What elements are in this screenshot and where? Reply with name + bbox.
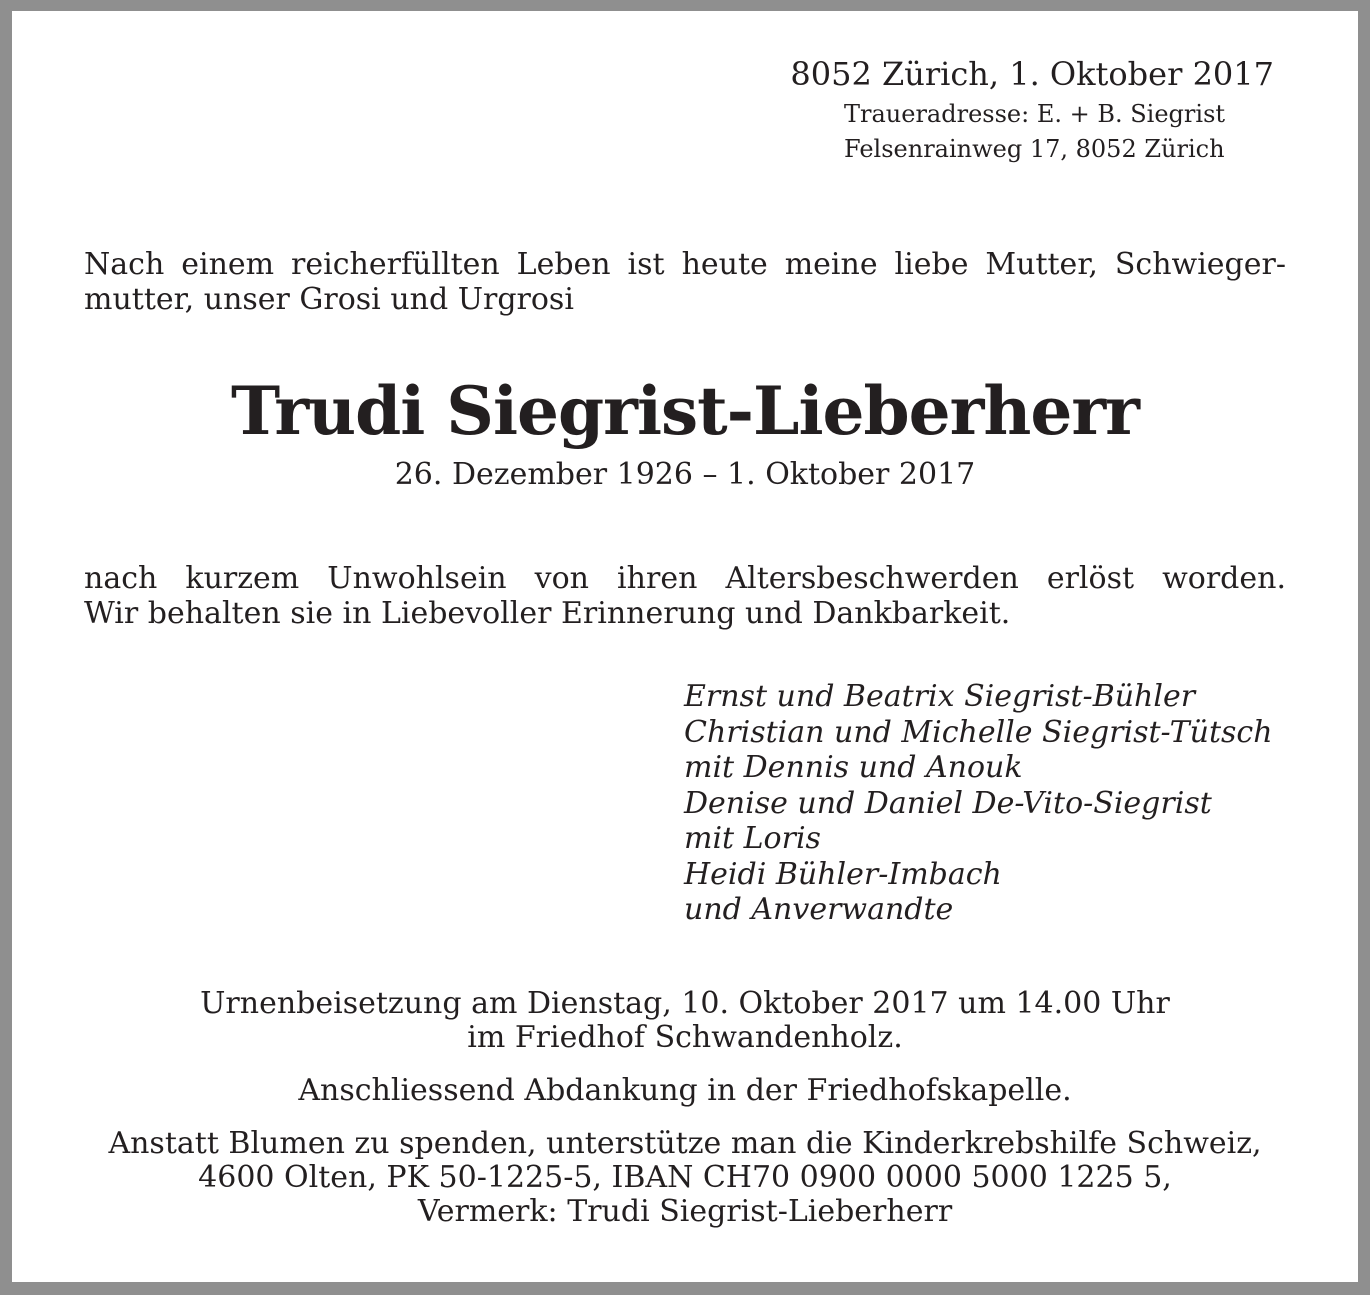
deceased-name: Trudi Siegrist-Lieberherr: [231, 372, 1139, 450]
life-dates: 26. Dezember 1926 – 1. Oktober 2017: [394, 457, 976, 492]
mourner-line: Denise und Daniel De-Vito-Siegrist: [684, 785, 1212, 821]
donation-line-1: Anstatt Blumen zu spenden, unterstütze man die Kinderkrebshilfe Schweiz,: [108, 1126, 1262, 1161]
intro-line-2: mutter, unser Grosi und Urgrosi: [84, 282, 574, 317]
mourning-address-line-2: Felsenrainweg 17, 8052 Zürich: [844, 135, 1225, 163]
mourner-line: Heidi Bühler-Imbach: [684, 856, 1002, 892]
place-date: 8052 Zürich, 1. Oktober 2017: [790, 55, 1274, 93]
ceremony-line-3: Anschliessend Abdankung in der Friedhofskapelle.: [298, 1073, 1072, 1108]
mourner-line: mit Loris: [684, 821, 821, 856]
mourning-address-line-1: Traueradresse: E. + B. Siegrist: [844, 100, 1226, 128]
ceremony-line-2: im Friedhof Schwandenholz.: [467, 1020, 903, 1055]
obituary-notice: [12, 11, 1358, 1282]
ceremony-line-1: Urnenbeisetzung am Dienstag, 10. Oktober 2017 um 14.00 Uhr: [200, 986, 1170, 1021]
mourner-line: Christian und Michelle Siegrist-Tütsch: [684, 714, 1273, 750]
donation-line-3: Vermerk: Trudi Siegrist-Lieberherr: [417, 1194, 953, 1229]
message-line-1: nach kurzem Unwohlsein von ihren Altersbeschwerden erlöst worden.: [84, 561, 1286, 596]
mourner-line: Ernst und Beatrix Siegrist-Bühler: [684, 679, 1196, 714]
mourners-list: [684, 679, 1273, 928]
mourner-line: mit Dennis und Anouk: [684, 750, 1023, 785]
intro-line-1: Nach einem reicherfüllten Leben ist heute meine liebe Mutter, Schwieger-: [84, 247, 1286, 282]
message-line-2: Wir behalten sie in Liebevoller Erinnerung und Dankbarkeit.: [84, 596, 1011, 631]
donation-line-2: 4600 Olten, PK 50-1225-5, IBAN CH70 0900 0000 5000 1225 5,: [198, 1160, 1172, 1195]
mourner-line: und Anverwandte: [684, 892, 954, 927]
